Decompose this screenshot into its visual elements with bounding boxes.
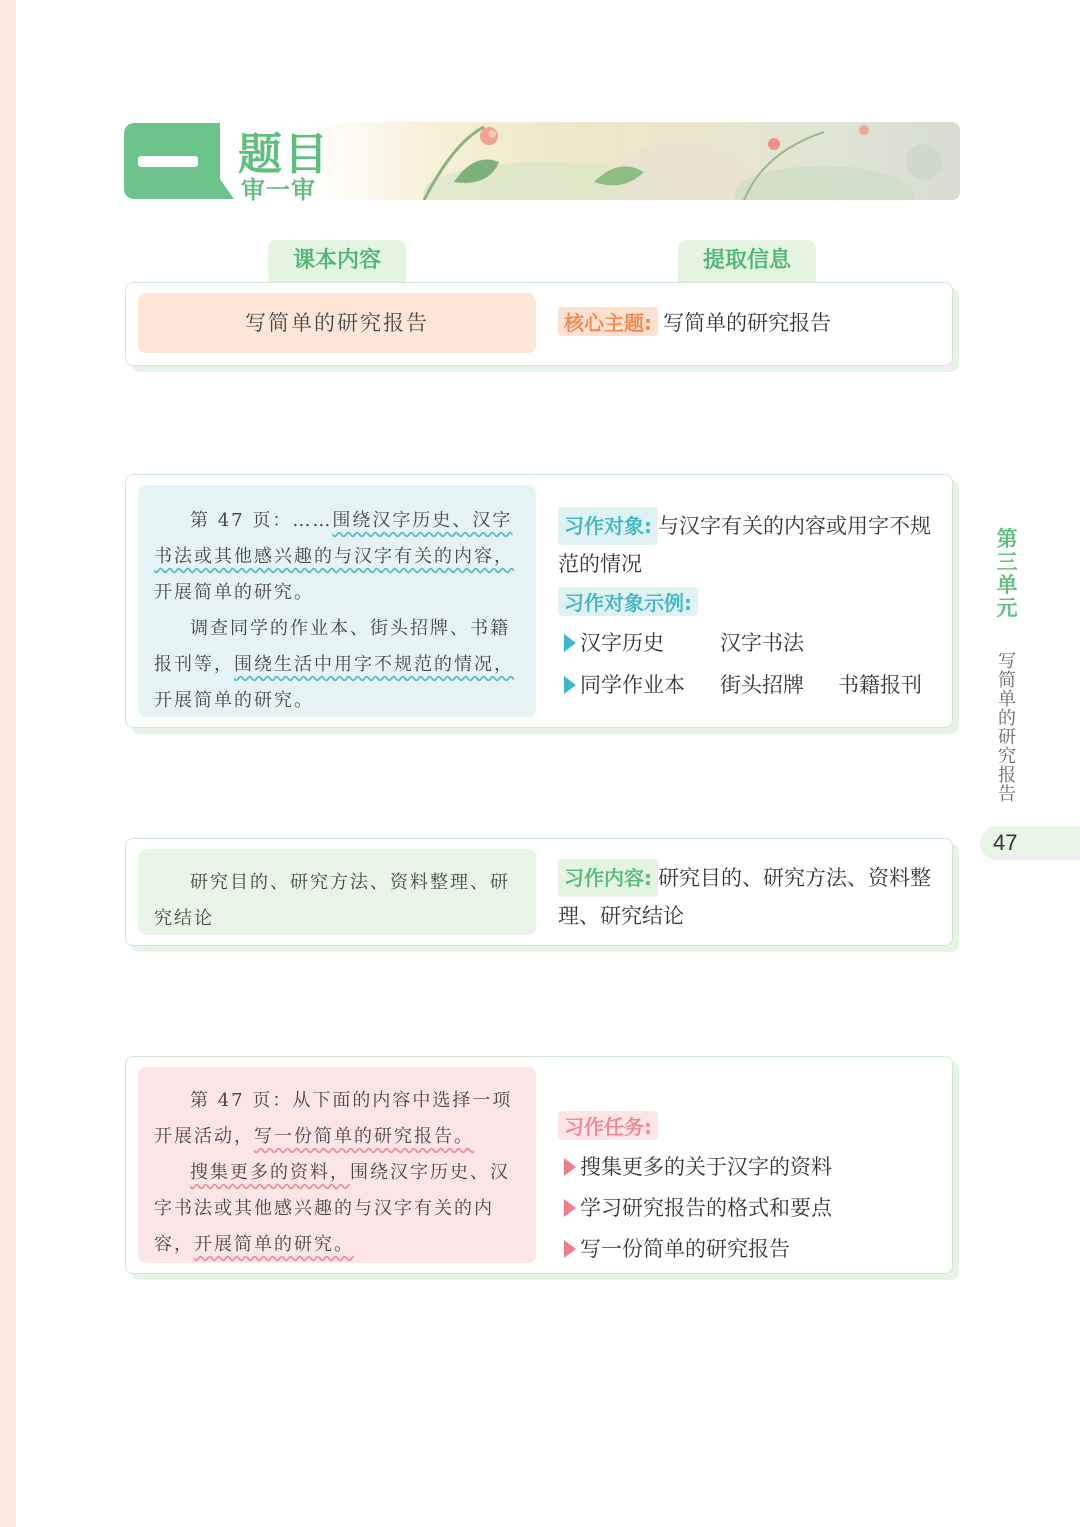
triangle-bullet-icon xyxy=(564,634,576,652)
textbook-excerpt xyxy=(138,1067,536,1263)
writing-content-label: 习作内容: xyxy=(558,859,658,897)
page-number: 47 xyxy=(993,830,1018,855)
triangle-bullet-icon xyxy=(564,1240,576,1258)
extracted-info xyxy=(558,839,942,945)
card-writing-task xyxy=(125,1056,953,1274)
textbook-excerpt xyxy=(138,485,536,717)
chinese-numeral-one xyxy=(138,156,198,167)
section-title: 题目 xyxy=(238,129,330,180)
page-edge-strip xyxy=(0,0,16,1527)
extracted-info xyxy=(558,283,942,365)
tab-textbook-content: 课本内容 xyxy=(268,240,406,282)
extracted-info xyxy=(558,475,942,727)
extracted-info xyxy=(558,1057,942,1273)
task-item: 学习研究报告的格式和要点 xyxy=(564,1192,832,1222)
section-number-badge xyxy=(124,123,220,199)
excerpt-paragraph: 第 47 页：从下面的内容中选择一项开展活动，写一份简单的研究报告。 xyxy=(154,1090,513,1147)
unit-label: 第三单元 xyxy=(996,527,1018,620)
excerpt-paragraph: 调查同学的作业本、街头招牌、书籍报刊等，围绕生活中用字不规范的情况，开展简单的研究。 xyxy=(154,618,514,711)
card-writing-object xyxy=(125,474,953,728)
card-writing-content xyxy=(125,838,953,946)
section-subtitle: 审一审 xyxy=(241,176,316,204)
examples-label: 习作对象示例: xyxy=(558,587,698,616)
task-item: 搜集更多的关于汉字的资料 xyxy=(564,1151,832,1181)
writing-object-label: 习作对象: xyxy=(558,507,658,545)
writing-content-value: 研究目的、研究方法、资料整理、研究结论 xyxy=(558,866,931,928)
writing-object-value: 与汉字有关的内容或用字不规范的情况 xyxy=(558,514,931,576)
card-core-topic xyxy=(125,282,953,366)
triangle-bullet-icon xyxy=(564,676,576,694)
task-item: 写一份简单的研究报告 xyxy=(564,1233,790,1263)
examples-row: 汉字历史 汉字书法 xyxy=(564,627,804,657)
core-topic-label: 核心主题: xyxy=(558,307,658,336)
writing-task-label: 习作任务: xyxy=(558,1111,658,1140)
triangle-bullet-icon xyxy=(564,1199,576,1217)
chapter-title-vertical: 写简单的研究报告 xyxy=(998,651,1016,805)
core-topic-value: 写简单的研究报告 xyxy=(663,311,832,335)
triangle-bullet-icon xyxy=(564,1158,576,1176)
excerpt-paragraph: 搜集更多的资料，围绕汉字历史、汉字书法或其他感兴趣的与汉字有关的内容，开展简单的研究。 xyxy=(154,1162,510,1255)
excerpt-paragraph: 第 47 页：……围绕汉字历史、汉字书法或其他感兴趣的与汉字有关的内容，开展简单的研究。 xyxy=(154,510,514,603)
textbook-excerpt: 写简单的研究报告 xyxy=(138,293,536,353)
textbook-excerpt: 研究目的、研究方法、资料整理、研究结论 xyxy=(138,849,536,935)
examples-row: 同学作业本 街头招牌 书籍报刊 xyxy=(564,669,922,699)
tab-extract-info: 提取信息 xyxy=(678,240,816,282)
